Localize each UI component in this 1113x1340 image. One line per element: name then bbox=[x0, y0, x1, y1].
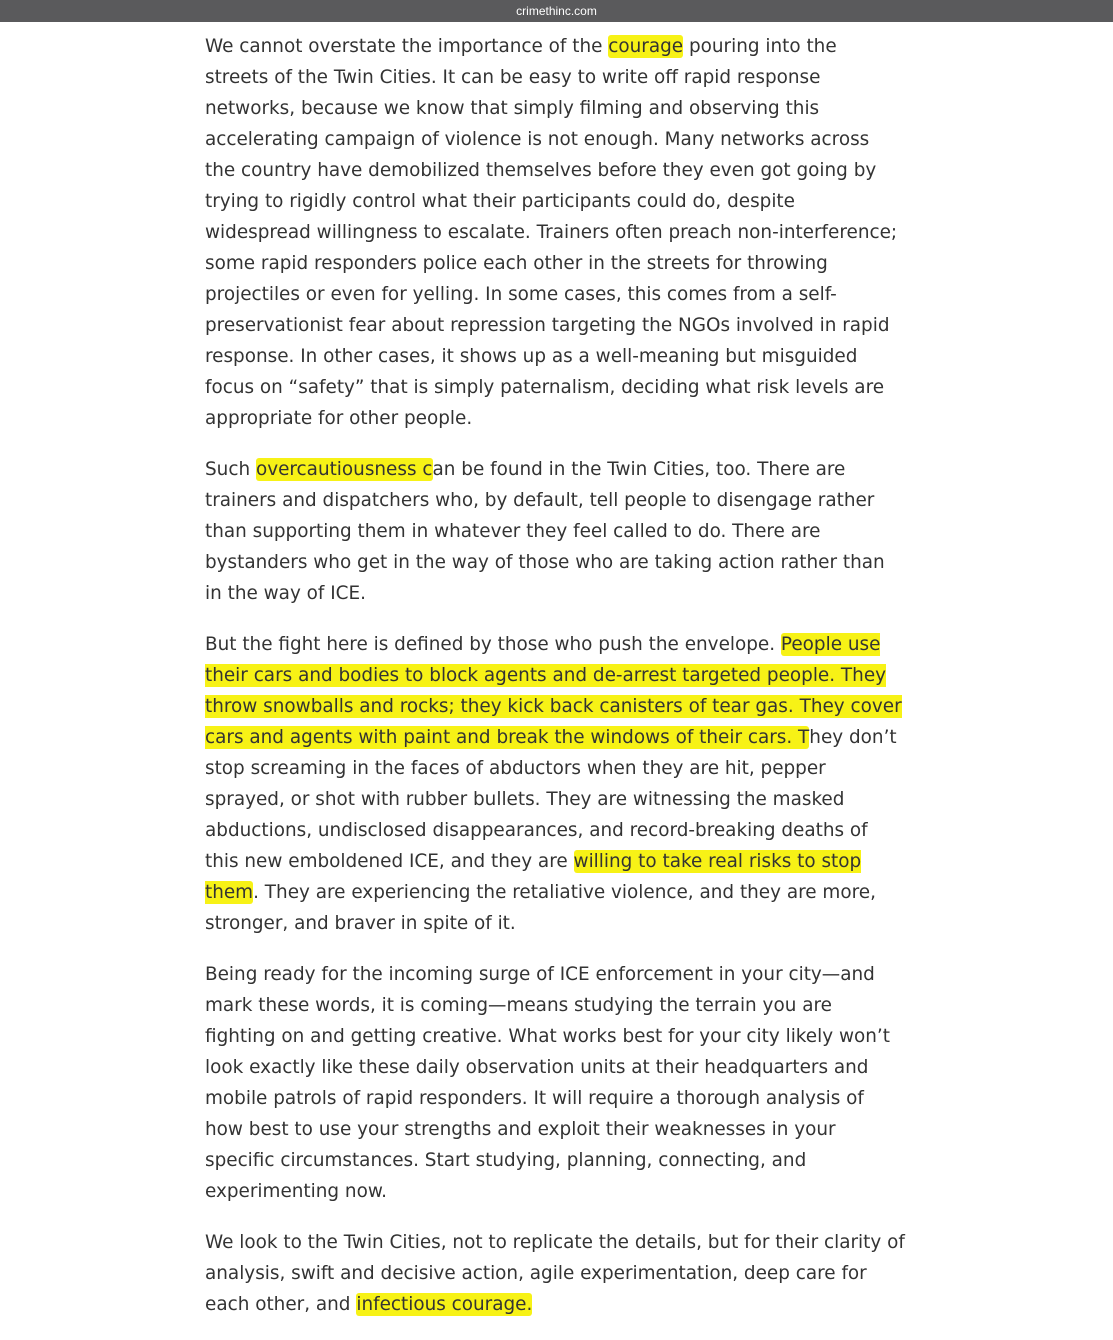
paragraph-2: Such overcautiousness can be found in the Twin Cities, too. There are trainers and dispatchers who, by default, tell people to disengage rather than supporting them in whatever they feel called to do. There are bystanders who get in the way of those who are taking action rather than in the way of ICE. bbox=[205, 459, 885, 604]
highlight: People use their cars and bodies to block agents and de-arrest targeted people. They throw snowballs and rocks; they kick back canisters of tear gas. They cover cars and agents with paint and break the windows of their cars. T bbox=[205, 634, 902, 748]
paragraph-3: But the fight here is defined by those who push the envelope. People use their cars and bodies to block agents and de-arrest targeted people. They throw snowballs and rocks; they kick back canisters of tear gas. They cover cars and agents with paint and break the windows of their cars. They don’t stop screaming in the faces of abductors when they are hit, pepper sprayed, or shot with rubber bullets. They are witnessing the masked abductions, undisclosed disappearances, and record-breaking deaths of this new emboldened ICE, and they are willing to take real risks to stop them. They are experiencing the retaliative violence, and they are more, stronger, and braver in spite of it. bbox=[205, 634, 902, 934]
article-body bbox=[205, 31, 905, 1340]
highlight: overcautiousness c bbox=[255, 459, 433, 480]
highlight: courage bbox=[608, 36, 684, 57]
paragraph-4: Being ready for the incoming surge of ICE enforcement in your city—and mark these words, it is coming—means studying the terrain you are fighting on and getting creative. What works best for your city likely won’t look exactly like these daily observation units at their headquarters and mobile patrols of rapid responders. It will require a thorough analysis of how best to use your strengths and exploit their weaknesses in your specific circumstances. Start studying, planning, connecting, and experimenting now. bbox=[205, 964, 890, 1202]
paragraph-5: We look to the Twin Cities, not to replicate the details, but for their clarity of analysis, swift and decisive action, agile experimentation, deep care for each other, and infectious courage. bbox=[205, 1232, 905, 1315]
highlight: infectious courage. bbox=[356, 1294, 533, 1315]
highlight: willing to take real risks to stop them bbox=[205, 851, 862, 903]
paragraph-1: We cannot overstate the importance of the courage pouring into the streets of the Twin Cities. It can be easy to write off rapid response networks, because we know that simply filming and observing this accelerating campaign of violence is not enough. Many networks across the country have demobilized themselves before they even got going by trying to rigidly control what their participants could do, despite widespread willingness to escalate. Trainers often preach non-interference; some rapid responders police each other in the streets for throwing projectiles or even for yelling. In some cases, this comes from a self-preservationist fear about repression targeting the NGOs involved in rapid response. In other cases, it shows up as a well-meaning but misguided focus on “safety” that is simply paternalism, deciding what risk levels are appropriate for other people. bbox=[205, 36, 898, 429]
browser-url-bar[interactable] bbox=[0, 0, 1113, 22]
url-text: crimethinc.com bbox=[516, 4, 597, 18]
